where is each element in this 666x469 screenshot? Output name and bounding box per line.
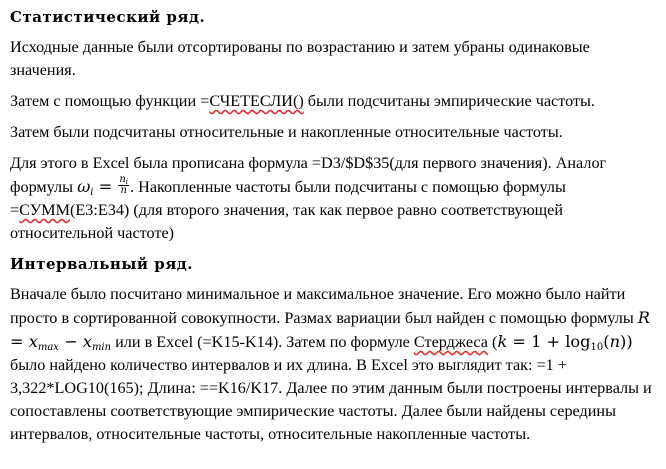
section-heading-statistical-series: Статистический ряд. [10,8,206,26]
text-fragment: или в Excel (=K15-K14). Затем по формуле [111,333,414,351]
numerator-subscript: i [125,177,129,186]
text-fragment: . Накопленные частоты были подсчитаны с помощью формулы = [10,178,566,219]
math-fraction [118,175,129,196]
text-fragment: Для этого в Excel была прописана формула =D3/$D$35(для первого значения). Аналог формулы [10,154,607,196]
paragraph-sorting: Исходные данные были отсортированы по возрастанию и затем убраны одинаковые значения. [10,38,590,79]
math-subscript-max: max [37,342,59,353]
math-R: R [637,308,650,327]
math-equals: = [10,332,29,351]
math-omega: ω [77,177,91,196]
math-k: k [497,332,508,351]
sturges-word: Стерджеса [413,333,488,351]
math-equals: = [93,177,118,196]
function-sum: СУММ [19,201,70,219]
math-log-base: 10 [590,342,604,353]
numerator-n: n [119,173,126,185]
math-n: n [609,332,621,351]
paragraph-countif [10,90,656,113]
math-one-plus-log: = 1 + log [507,332,591,351]
paragraph-interval-method [10,283,656,446]
math-subscript-min: min [91,342,112,353]
text-fragment: было найдено количество интервалов и их длина. В Excel это выглядит так: =1 + 3,322*LOG10(165); Длина: ==K16/K17. Далее по этим данным были построены интервалы и сопоставлены соответствующие эмпирические частоты. Далее были найдены середины интервалов, относительные частоты, относительные накопленные частоты. [10,356,652,443]
section-heading-interval-series: Интервальный ряд. [10,255,194,273]
text-fragment: Вначале было посчитано минимальное и максимальное значение. Его можно было найти просто в сортированной совокупности. Размах вариации был найден с помощью формулы [10,285,638,327]
function-countif: СЧЕТЕСЛИ() [209,92,304,110]
text-fragment: были подсчитаны эмпирические частоты. [303,92,595,110]
math-minus: − [58,332,83,351]
text-fragment: (E3:E34) (для второго значения, так как первое равно соответствующей относительной частоте) [10,201,563,242]
math-paren-close: )) [620,332,633,351]
math-paren-open: ( [603,332,610,351]
paragraph-relative-frequencies: Затем были подсчитаны относительные и накопленные относительные частоты. [10,123,563,141]
math-x: x [28,332,38,351]
math-x: x [82,332,92,351]
text-fragment: Затем с помощью функции = [10,92,210,110]
paragraph-excel-formula [10,152,656,245]
math-omega-subscript: i [90,187,94,198]
text-fragment: ( [488,333,498,351]
fraction-denominator: n [120,184,127,196]
